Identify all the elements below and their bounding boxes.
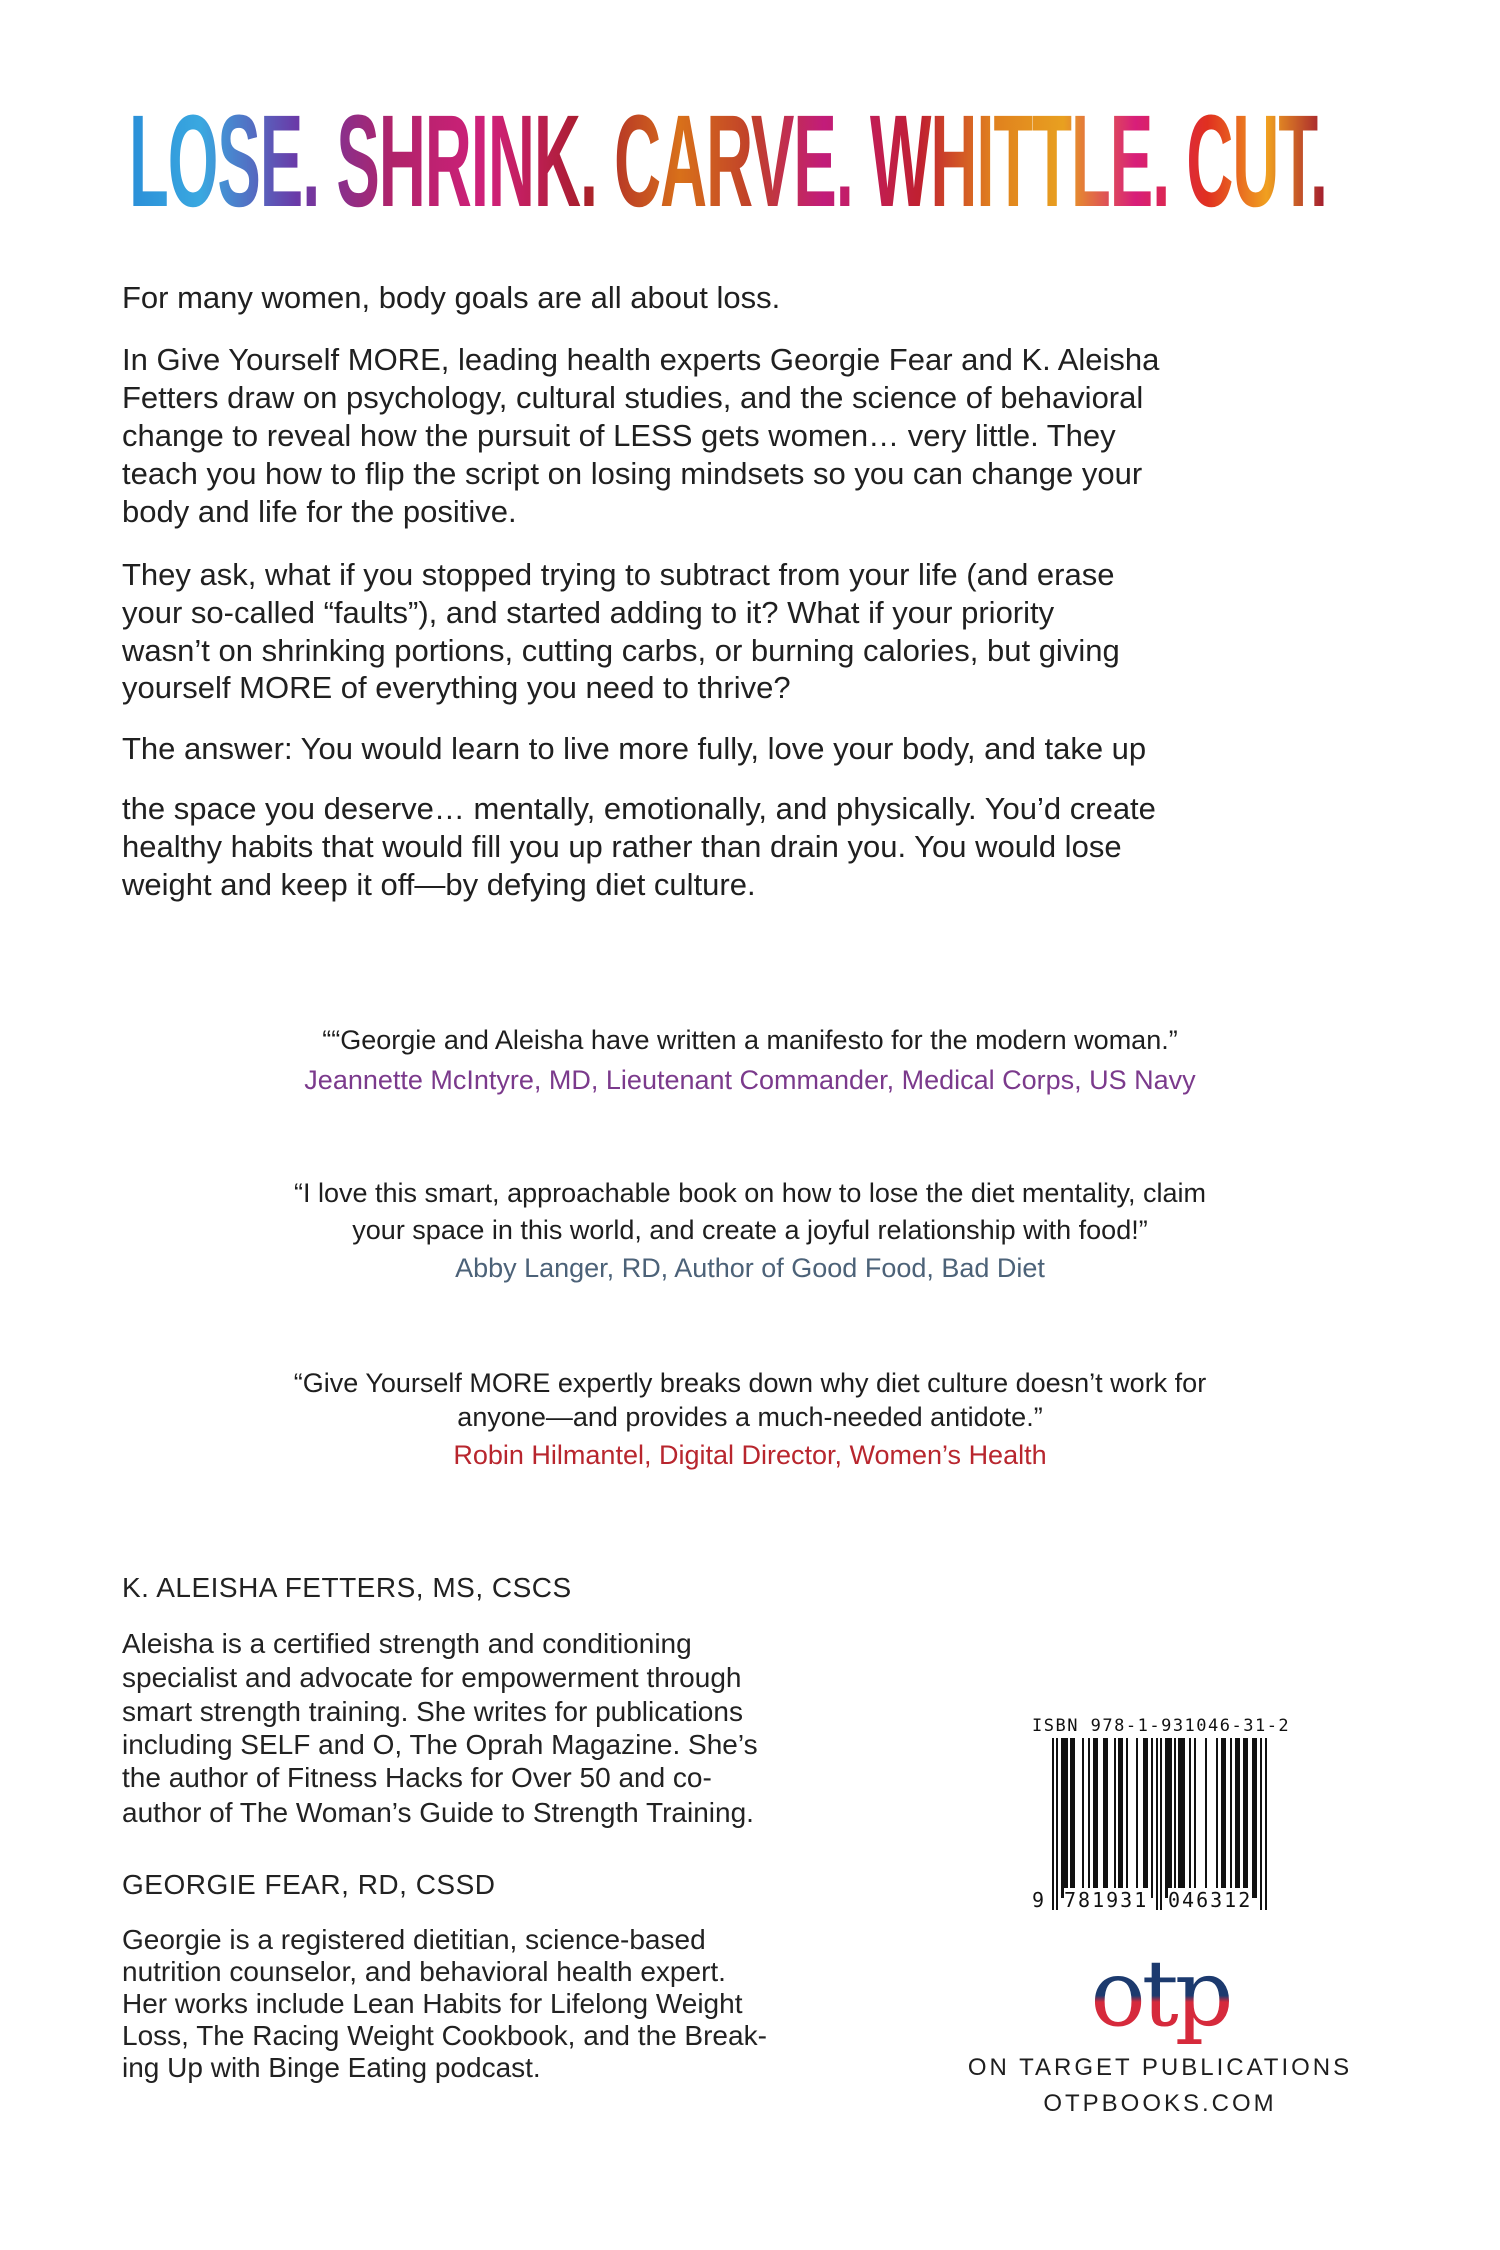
blurb-p2-line: teach you how to flip the script on losing mindsets so you can change your	[122, 456, 1143, 491]
blurb-p4-line: healthy habits that would fill you up rather than drain you. You would lose	[122, 829, 1122, 864]
blurb-p3-line: your so-called “faults”), and started adding to it? What if your priority	[122, 595, 1055, 630]
endorsement-attribution: Robin Hilmantel, Digital Director, Women’s Health	[453, 1440, 1047, 1470]
author-name: K. ALEISHA FETTERS, MS, CSCS	[122, 1572, 572, 1603]
blurb-p2-line: body and life for the positive.	[122, 494, 517, 529]
svg-text:otp: otp	[1090, 1945, 1230, 2047]
author-bio-line: smart strength training. She writes for publications	[122, 1696, 743, 1727]
author-bio-line: nutrition counselor, and behavioral health expert.	[122, 1956, 726, 1987]
blurb-p3-line: yourself MORE of everything you need to thrive?	[122, 670, 791, 705]
author-bio-line: ing Up with Binge Eating podcast.	[122, 2052, 541, 2083]
blurb-p2-line: Fetters draw on psychology, cultural studies, and the science of behavioral	[122, 380, 1144, 415]
headline	[129, 87, 1327, 234]
blurb-p1-line: For many women, body goals are all about loss.	[122, 280, 781, 315]
endorsement-attribution: Jeannette McIntyre, MD, Lieutenant Commander, Medical Corps, US Navy	[304, 1065, 1196, 1095]
author-bio-line: specialist and advocate for empowerment through	[122, 1662, 742, 1693]
endorsement-quote: ““Georgie and Aleisha have written a manifesto for the modern woman.”	[322, 1025, 1178, 1055]
publisher-url[interactable]: OTPBOOKS.COM	[1043, 2090, 1277, 2117]
endorsement-quote: your space in this world, and create a joyful relationship with food!”	[352, 1215, 1148, 1245]
isbn-label: ISBN 978-1-931046-31-2	[1032, 1716, 1291, 1736]
isbn-barcode	[1030, 1716, 1291, 1916]
author-bio-line: the author of Fitness Hacks for Over 50 and co-	[122, 1762, 712, 1793]
blurb-p2-line: change to reveal how the pursuit of LESS gets women… very little. They	[122, 418, 1116, 453]
blurb-p4-line: The answer: You would learn to live more fully, love your body, and take up	[122, 731, 1147, 766]
isbn-digits-left: 781931	[1064, 1888, 1149, 1912]
blurb-p3-line: They ask, what if you stopped trying to subtract from your life (and erase	[122, 557, 1115, 592]
blurb-p4-line: the space you deserve… mentally, emotionally, and physically. You’d create	[122, 791, 1156, 826]
blurb-p3-line: wasn’t on shrinking portions, cutting carbs, or burning calories, but giving	[122, 633, 1120, 668]
blurb-p4-line: weight and keep it off—by defying diet culture.	[122, 867, 756, 902]
author-bio-line: Her works include Lean Habits for Lifelong Weight	[122, 1988, 743, 2019]
barcode-bars-icon	[1052, 1738, 1270, 1910]
publisher-name: ON TARGET PUBLICATIONS	[967, 2054, 1353, 2081]
author-bio-line: Loss, The Racing Weight Cookbook, and the Break-	[122, 2020, 767, 2051]
isbn-digits-right: 046312	[1168, 1888, 1253, 1912]
author-bio-line: Georgie is a registered dietitian, science-based	[122, 1924, 706, 1955]
author-bio-line: author of The Woman’s Guide to Strength Training.	[122, 1797, 754, 1828]
author-bio-line: Aleisha is a certified strength and conditioning	[122, 1628, 692, 1659]
isbn-digit-first: 9	[1032, 1888, 1047, 1912]
endorsement-quote: anyone—and provides a much-needed antidote.”	[457, 1402, 1043, 1432]
otp-logo-icon	[1065, 1945, 1255, 2055]
blurb-p2-line: In Give Yourself MORE, leading health experts Georgie Fear and K. Aleisha	[122, 342, 1160, 377]
endorsement-quote: “Give Yourself MORE expertly breaks down why diet culture doesn’t work for	[293, 1368, 1207, 1398]
headline-text: LOSE. SHRINK. CARVE. WHITTLE. CUT.	[129, 87, 1327, 234]
author-bio-line: including SELF and O, The Oprah Magazine. She’s	[122, 1729, 758, 1760]
endorsement-attribution: Abby Langer, RD, Author of Good Food, Bad Diet	[455, 1253, 1045, 1283]
author-name: GEORGIE FEAR, RD, CSSD	[122, 1869, 496, 1900]
endorsement-quote: “I love this smart, approachable book on how to lose the diet mentality, claim	[294, 1178, 1206, 1208]
